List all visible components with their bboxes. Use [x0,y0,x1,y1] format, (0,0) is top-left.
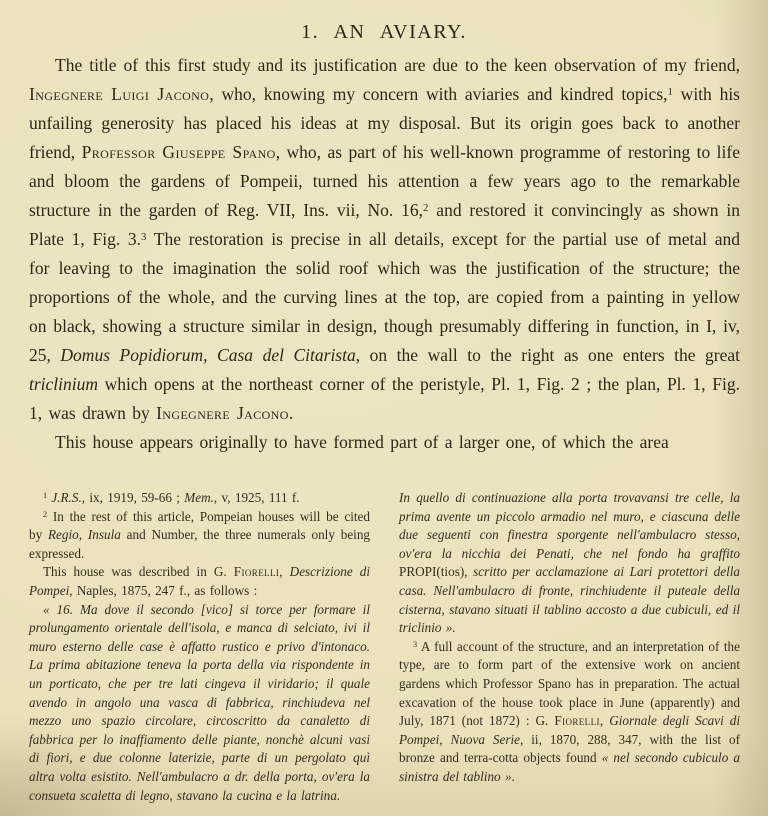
text-segment: , [78,527,88,543]
text-segment: , on the wall to the right as one enters the great [355,345,740,365]
text-segment: 1 [667,86,673,99]
footnote-2-italian-quote-continued [399,489,740,638]
page-title: 1. AN AVIARY. [301,21,467,43]
text-segment: and Number, the three numerals only being expressed. [29,527,371,561]
text-segment: Professor Giuseppe Spano [81,142,276,162]
text-segment: triclinium [29,374,99,394]
text-segment: 3 [413,640,418,650]
text-segment: , scritto per acclamazione ai Lari protettori della casa. Nell'ambulacro di fronte, rinchiudente il puteale della cisterna, stavano situati il tablino accosto a due cubiculi, ed il triclinio ». [399,564,740,636]
footnotes-section [29,489,740,805]
text-segment: , who, as part of his well-known programme of restoring to life and bloom the gardens of Pompeii, turned his attention a few years ago to the remarkable structure in the garden of Reg. VII, Ins. vii, No. 16, [29,142,741,220]
text-segment: J.R.S. [51,490,82,505]
text-segment: , ix, 1919, 59-66 ; [81,490,185,505]
footnotes-right-column [399,489,740,805]
text-segment: This house was described in G. [43,564,234,580]
text-segment: , [279,564,290,580]
text-segment: 2 [43,509,48,519]
text-segment: The title of this first study and its justification are due to the keen observation of my friend, [55,55,740,75]
text-segment: , who, knowing my concern with aviaries and kindred topics, [209,84,668,104]
text-segment: Descrizione di Pompei [29,564,370,598]
text-segment: PROPI(tios) [399,564,465,580]
text-segment: Fiorelli [554,713,600,729]
text-segment: 1 [43,491,48,501]
footnote-1 [29,489,370,508]
text-segment: Regio [48,527,79,543]
footnote-2-italian-quote [29,601,370,806]
text-segment: « nel secondo cubiculo a sinistra del tablino » [399,750,741,784]
text-segment: . [511,768,515,784]
text-segment: In the rest of this article, Pompeian houses will be cited by [29,508,370,543]
text-segment: , Naples, 1875, 247 f., as follows : [69,582,258,598]
text-segment: with his unfailing generosity has placed his ideas at my disposal. But its origin goes back to another friend, [29,84,740,162]
text-segment: Mem. [184,490,214,505]
text-segment: Ingegnere Jacono [156,403,289,423]
footnotes-left-column [29,489,370,805]
text-segment: Ingegnere Luigi Jacono [29,84,210,104]
main-text [29,51,740,457]
text-segment: The restoration is precise in all details, except for the partial use of metal and for leaving to the imagination the solid roof which was the justification of the structure; the proportions of the whole, and the curving lines at the top, are copied from a painting in yellow on black, showing a structure similar in design, though presumably differing in function, in I, iv, 25, [29,229,740,365]
text-segment: , [599,713,610,729]
text-segment: In quello di continuazione alla porta trovavansi tre celle, la prima avente un piccolo armadio nel muro, e ciascuna delle due seguenti con finestra sporgente nell'ambulacro stesso, ov'era la nicchia dei Penati, che nel fondo ha graffito [399,490,740,561]
text-segment: « 16. Ma dove il secondo [vico] si torce per formare il prolungamento orientale dell'isola, e manca di selciato, ivi il muro esterno delle case è affatto rustico e privo d'intonaco. La prima abitazione teneva la porta della via rispondente in un porticato, che per tre lati cingeva il viridario; il quale avendo in angolo una vasca di fabbrica, rinchiudeva nel mezzo uno spazio circolare, circoscritto da canaletto di fabbrica per lo inaffiamento delle piante, nonchè alcuni vasi di fiori, e due colonne laterizie, parte di un pergolato quì altra volta esistito. Nell'ambulacro a dr. della porta, ov'era la consueta scaletta di legno, stavano la cucina e la latrina. [29,601,370,803]
text-segment: Insula [87,527,121,543]
text-segment: , ii, 1870, 288, 347, with the list of bronze and terra-cotta objects found [399,731,741,766]
footnote-2-fiorelli-reference [29,563,370,600]
text-segment: A full account of the structure, and an interpretation of the type, are to form part of the extensive work on ancient gardens which Professor Spano has in preparation. The actual excavation of the house took place in June (apparently) and July, 1871 (not 1872) : G. [399,638,740,729]
text-segment: Fiorelli [233,564,280,580]
text-segment: 3 [141,231,147,244]
text-segment: , v, 1925, 111 f. [213,490,300,505]
text-segment: Domus Popidiorum, Casa del Citarista [60,345,356,365]
footnote-3 [399,638,740,787]
text-segment: and restored it convincingly as shown in Plate 1, Fig. 3. [29,200,740,249]
body-paragraph-2: This house appears originally to have formed part of a larger one, of which the area [55,432,669,452]
footnote-2 [29,508,370,564]
body-paragraph-1 [29,51,740,428]
text-segment: which opens at the northeast corner of the peristyle, Pl. 1, Fig. 2 ; the plan, Pl. 1, Fig. 1, was drawn by [29,374,740,423]
text-segment: . [288,403,294,423]
text-segment: Giornale degli Scavi di Pompei, Nuova Serie [399,713,741,747]
text-segment: 2 [423,202,429,215]
